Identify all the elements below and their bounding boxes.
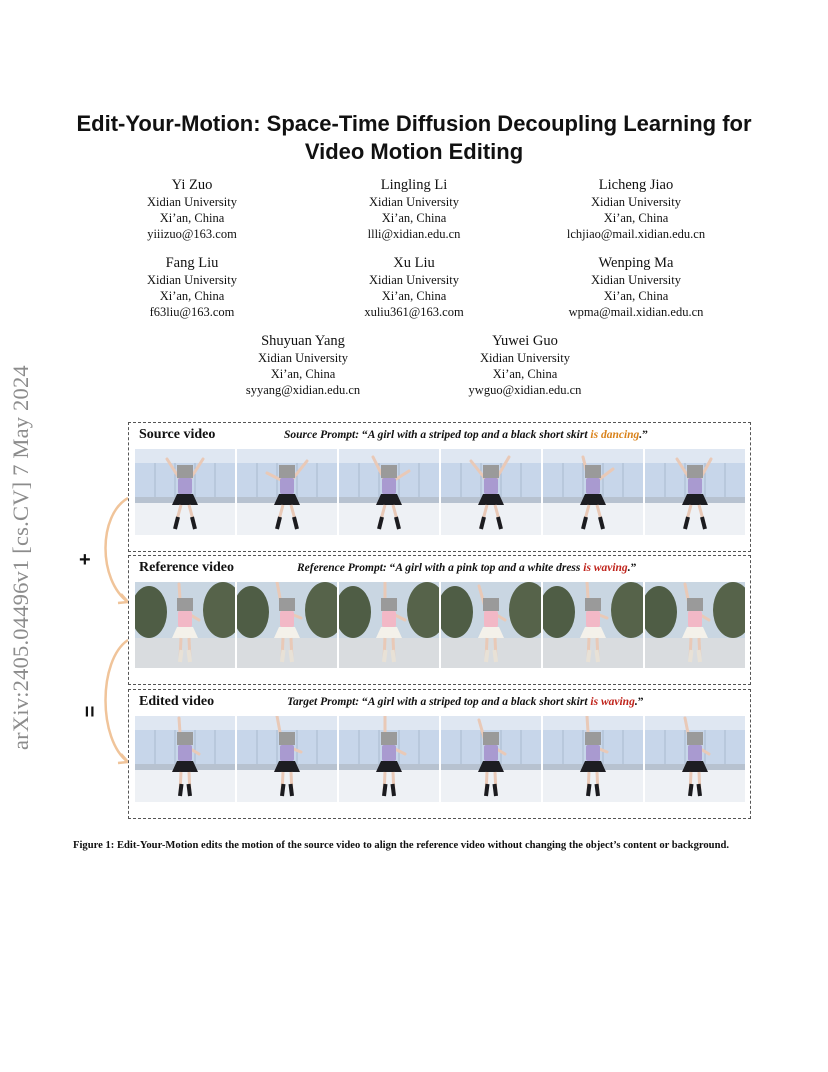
figure-caption	[73, 838, 757, 853]
prompt-action: is dancing	[590, 429, 640, 441]
figure-top	[586, 478, 600, 494]
figure-top	[484, 478, 498, 494]
frame-ground	[441, 638, 541, 668]
video-frame	[441, 716, 541, 802]
author-affiliation: Xidian University	[369, 195, 459, 209]
author-location: Xi’an, China	[159, 289, 225, 304]
video-frame	[543, 582, 643, 668]
frame-floor	[645, 770, 745, 802]
close-quote: ”	[637, 696, 644, 708]
author-block	[415, 332, 635, 399]
author-email[interactable]: syyang@xidian.edu.cn	[245, 383, 361, 398]
figure-boot	[189, 650, 191, 662]
figure-top	[688, 478, 702, 494]
author-location: Xi’an, China	[270, 367, 336, 382]
panel-prompt	[284, 429, 648, 441]
figure-boot	[384, 650, 386, 662]
frame-ground	[645, 638, 745, 668]
figure-boot	[597, 650, 599, 662]
figure-top	[382, 611, 396, 627]
frame-ground	[135, 638, 235, 668]
open-quote: “	[389, 562, 396, 574]
video-frame	[135, 582, 235, 668]
paper-title: Edit-Your-Motion: Space-Time Diffusion Decoupling Learning for Video Motion Editing	[76, 111, 752, 164]
figure-boot	[291, 784, 293, 796]
figure-top	[382, 745, 396, 761]
figure-head-blur	[177, 598, 193, 611]
prompt-text: A girl with a striped top and a black short skirt	[367, 429, 591, 441]
author-name: Yuwei Guo	[492, 333, 558, 349]
author-name: Yi Zuo	[171, 177, 213, 193]
figure-head-blur	[279, 732, 295, 745]
video-frame	[339, 449, 439, 535]
figure-top	[280, 478, 294, 494]
frame-floor	[135, 770, 235, 802]
figure-boot	[699, 784, 701, 796]
panel-label: Source video	[139, 427, 216, 442]
video-frame	[135, 716, 235, 802]
author-block	[82, 176, 302, 243]
video-frame	[645, 582, 745, 668]
author-name: Xu Liu	[393, 255, 435, 271]
prompt-text: A girl with a pink top and a white dress	[395, 562, 584, 574]
author-email[interactable]: yiiizuo@163.com	[147, 227, 237, 242]
open-quote: “	[361, 696, 368, 708]
figure-head-blur	[381, 732, 397, 745]
frame-ground	[339, 638, 439, 668]
figure-top	[586, 611, 600, 627]
close-quote: ”	[642, 429, 648, 441]
arxiv-identifier: arXiv:2405.04496v1 [cs.CV] 7 May 2024	[8, 365, 33, 750]
figure-head-blur	[483, 465, 499, 478]
reference-video-panel	[128, 555, 751, 685]
prompt-label: Source Prompt:	[284, 429, 360, 441]
panel-prompt	[297, 562, 636, 574]
figure-boot	[180, 784, 182, 796]
frame-floor	[237, 503, 337, 535]
figure-head-blur	[279, 465, 295, 478]
figure-head-blur	[177, 732, 193, 745]
caption-text: Edit-Your-Motion edits the motion of the source video to align the reference video without changing the object’s content or background.	[116, 840, 730, 851]
author-block	[304, 254, 524, 321]
frame-floor	[135, 503, 235, 535]
figure-boot	[384, 784, 386, 796]
author-location: Xi’an, China	[381, 211, 447, 226]
prompt-label: Reference Prompt:	[297, 562, 387, 574]
figure-head-blur	[279, 598, 295, 611]
author-affiliation: Xidian University	[591, 195, 681, 209]
figure-boot	[690, 650, 692, 662]
author-email[interactable]: llli@xidian.edu.cn	[367, 227, 461, 242]
prompt-end: .	[639, 429, 643, 441]
frame-floor	[645, 503, 745, 535]
author-email[interactable]: lchjiao@mail.xidian.edu.cn	[566, 227, 706, 242]
video-frame	[237, 449, 337, 535]
figure-boot	[597, 784, 599, 796]
close-quote: ”	[630, 562, 637, 574]
figure-boot	[189, 784, 191, 796]
author-location: Xi’an, China	[603, 289, 669, 304]
figure-top	[586, 745, 600, 761]
figure-boot	[180, 650, 182, 662]
figure-top	[178, 745, 192, 761]
figure-head-blur	[687, 465, 703, 478]
frame-floor	[237, 770, 337, 802]
prompt-end: .	[634, 696, 638, 708]
frame-strip	[135, 582, 745, 668]
frame-floor	[339, 770, 439, 802]
prompt-action: is waving	[590, 696, 635, 708]
frame-strip	[135, 716, 745, 802]
author-block	[304, 176, 524, 243]
figure-boot	[495, 784, 497, 796]
figure-head-blur	[585, 465, 601, 478]
figure-top	[178, 478, 192, 494]
figure-top	[484, 745, 498, 761]
video-frame	[237, 582, 337, 668]
figure-boot	[291, 650, 293, 662]
author-location: Xi’an, China	[492, 367, 558, 382]
author-location: Xi’an, China	[159, 211, 225, 226]
figure-top	[484, 611, 498, 627]
figure-top	[688, 611, 702, 627]
figure-head-blur	[177, 465, 193, 478]
figure-head-blur	[381, 465, 397, 478]
prompt-label: Target Prompt:	[287, 696, 360, 708]
figure-head-blur	[381, 598, 397, 611]
author-affiliation: Xidian University	[258, 351, 348, 365]
author-block	[82, 254, 302, 321]
figure-1	[128, 422, 751, 820]
figure-boot	[588, 784, 590, 796]
author-name: Lingling Li	[380, 177, 448, 193]
panel-prompt	[287, 696, 643, 708]
figure-top	[382, 478, 396, 494]
figure-boot	[282, 784, 284, 796]
arrow-source-to-reference	[106, 498, 129, 602]
author-email[interactable]: xuliu361@163.com	[364, 305, 464, 320]
figure-top	[280, 611, 294, 627]
author-email[interactable]: ywguo@xidian.edu.cn	[468, 383, 582, 398]
author-email[interactable]: wpma@mail.xidian.edu.cn	[568, 305, 704, 320]
frame-floor	[543, 503, 643, 535]
video-frame	[135, 449, 235, 535]
figure-boot	[393, 650, 395, 662]
figure-boot	[282, 650, 284, 662]
frame-floor	[441, 503, 541, 535]
author-name: Licheng Jiao	[598, 177, 674, 193]
author-name: Fang Liu	[165, 255, 219, 271]
video-frame	[543, 716, 643, 802]
author-block	[526, 254, 746, 321]
video-frame	[441, 449, 541, 535]
caption-label: Figure 1:	[73, 840, 115, 851]
figure-top	[280, 745, 294, 761]
frame-floor	[543, 770, 643, 802]
author-location: Xi’an, China	[381, 289, 447, 304]
prompt-text: A girl with a striped top and a black short skirt	[367, 696, 591, 708]
figure-boot	[486, 784, 488, 796]
equals-symbol: =	[77, 705, 100, 718]
author-affiliation: Xidian University	[147, 273, 237, 287]
arrow-reference-to-edited	[106, 640, 129, 762]
figure-head-blur	[687, 598, 703, 611]
figure-boot	[393, 784, 395, 796]
figure-boot	[486, 650, 488, 662]
figure-boot	[699, 650, 701, 662]
video-frame	[645, 716, 745, 802]
author-location: Xi’an, China	[603, 211, 669, 226]
author-affiliation: Xidian University	[369, 273, 459, 287]
frame-ground	[237, 638, 337, 668]
video-frame	[339, 716, 439, 802]
video-frame	[339, 582, 439, 668]
video-frame	[237, 716, 337, 802]
panel-label: Edited video	[139, 694, 215, 709]
video-frame	[441, 582, 541, 668]
figure-head-blur	[687, 732, 703, 745]
author-name: Wenping Ma	[598, 255, 674, 271]
panel-label: Reference video	[139, 560, 234, 575]
plus-symbol: +	[79, 549, 91, 571]
author-block	[193, 332, 413, 399]
figure-head-blur	[585, 732, 601, 745]
figure-head-blur	[483, 732, 499, 745]
video-frame	[543, 449, 643, 535]
video-frame	[645, 449, 745, 535]
frame-floor	[339, 503, 439, 535]
author-email[interactable]: f63liu@163.com	[149, 305, 235, 320]
figure-boot	[588, 650, 590, 662]
author-name: Shuyuan Yang	[261, 333, 345, 349]
frame-ground	[543, 638, 643, 668]
author-affiliation: Xidian University	[480, 351, 570, 365]
author-affiliation: Xidian University	[591, 273, 681, 287]
figure-boot	[495, 650, 497, 662]
frame-floor	[441, 770, 541, 802]
prompt-end: .	[627, 562, 631, 574]
figure-boot	[690, 784, 692, 796]
edited-video-panel	[128, 689, 751, 819]
figure-head-blur	[483, 598, 499, 611]
source-video-panel	[128, 422, 751, 552]
prompt-action: is waving	[583, 562, 628, 574]
open-quote: “	[361, 429, 368, 441]
figure-top	[688, 745, 702, 761]
author-block	[526, 176, 746, 243]
figure-top	[178, 611, 192, 627]
figure-head-blur	[585, 598, 601, 611]
frame-strip	[135, 449, 745, 535]
author-affiliation: Xidian University	[147, 195, 237, 209]
